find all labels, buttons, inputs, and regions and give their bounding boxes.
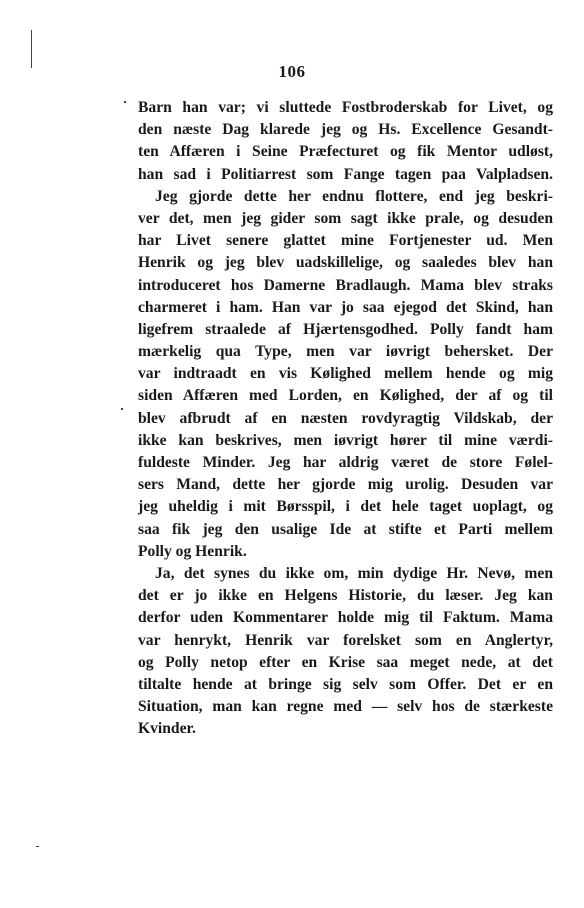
page-number: 106 [278,62,306,81]
text-line: Henrik og jeg blev uadskillelige, og saaledes blev han [138,254,553,272]
text-line: Polly og Henrik. [138,542,247,560]
text-line: var henrykt, Henrik var forelsket som en Anglertyr, [138,631,553,649]
text-line: Jeg gjorde dette her endnu flottere, end jeg beskri- [155,187,553,205]
text-line: ver det, men jeg gider som sagt ikke prale, og desuden [138,209,553,227]
text-line: og Polly netop efter en Krise saa meget nede, at det [138,653,553,671]
text-line: var indtraadt en vis Kølighed mellem hende og mig [138,365,553,383]
text-line: ten Affæren i Seine Præfecturet og fik Mentor udløst, [138,143,553,161]
text-line: sers Mand, dette her gjorde mig urolig. Desuden var [138,476,553,494]
margin-dot [121,408,123,410]
text-line: ikke kan beskrives, men iøvrigt hører til mine værdi- [138,431,553,449]
text-line: introduceret hos Damerne Bradlaugh. Mama blev straks [138,276,553,294]
text-line: ligefrem straalede af Hjærtensgodhed. Polly fandt ham [138,320,553,338]
text-line: saa fik jeg den usalige Ide at stifte et Parti mellem [138,520,553,538]
text-line: Situation, man kan regne med — selv hos de stærkeste [138,698,553,716]
text-line: det er jo ikke en Helgens Historie, du læser. Jeg kan [138,587,553,605]
text-line: fuldeste Minder. Jeg har aldrig været de store Følel- [138,454,553,471]
text-line: mærkelig qua Type, men var iøvrigt behersket. Der [138,343,553,361]
text-line: den næste Dag klarede jeg og Hs. Excellence Gesandt- [138,121,553,139]
margin-dot [36,846,39,847]
text-line: charmeret i ham. Han var jo saa ejegod det Skind, han [138,298,553,316]
text-line: Kvinder. [138,720,196,738]
text-line: derfor uden Kommentarer holde mig til Faktum. Mama [138,609,553,627]
body-text [138,97,553,740]
text-line: Ja, det synes du ikke om, min dydige Hr. Nevø, men [155,564,553,582]
text-line: jeg uheldig i mit Børsspil, i det hele taget uoplagt, og [138,498,553,516]
text-line: Barn han var; vi sluttede Fostbroderskab for Livet, og [138,99,553,116]
text-line: siden Affæren med Lorden, en Kølighed, der af og til [138,387,553,405]
margin-dot [124,101,126,103]
text-line: tiltalte hende at bringe sig selv som Offer. Det er en [138,675,553,693]
text-line: blev afbrudt af en næsten rovdyragtig Vildskab, der [138,409,553,427]
text-line: har Livet senere glattet mine Fortjenester ud. Men [138,232,553,250]
text-line: han sad i Politiarrest som Fange tagen paa Valpladsen. [138,165,553,183]
